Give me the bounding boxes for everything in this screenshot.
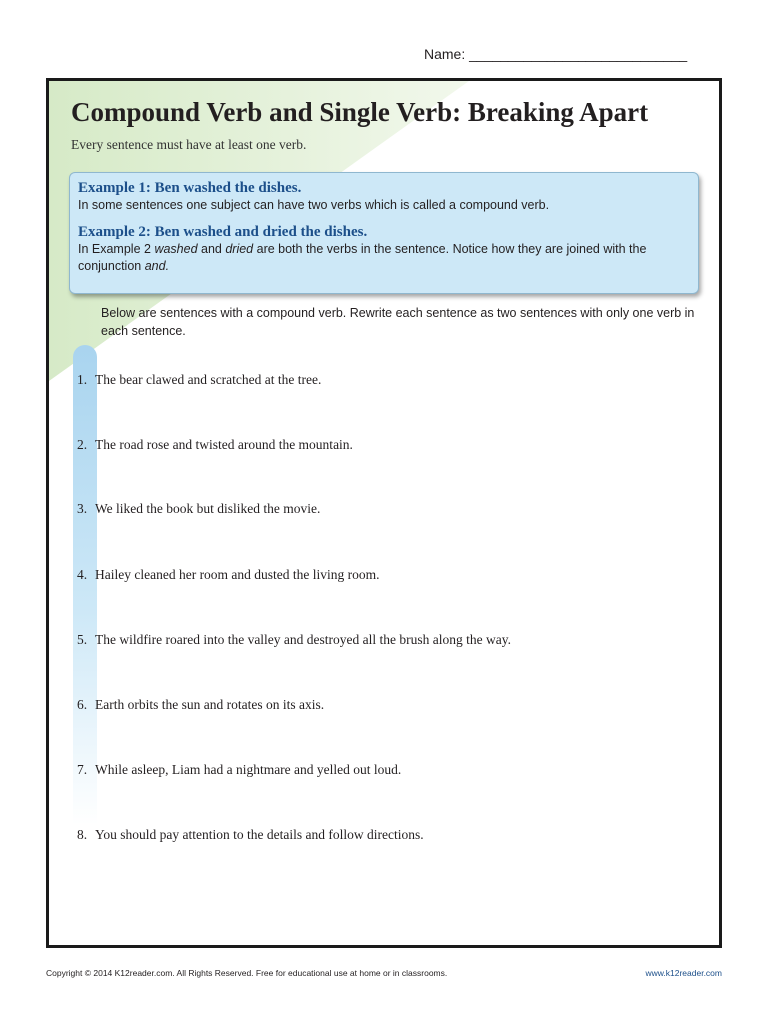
example-2-heading: Example 2: Ben washed and dried the dishes. — [78, 224, 368, 240]
item-text: Earth orbits the sun and rotates on its axis. — [95, 697, 325, 712]
example-1-heading: Example 1: Ben washed the dishes. — [78, 180, 302, 196]
item-text: The road rose and twisted around the mountain. — [95, 437, 353, 452]
example-2-text: In Example 2 washed and dried are both the verbs in the sentence. Notice how they are joined with the conjunction and. — [78, 242, 647, 273]
item-number: 1. — [77, 372, 88, 387]
worksheet-frame — [46, 78, 722, 948]
list-item — [77, 567, 380, 583]
list-item — [77, 501, 320, 517]
emphasis-dried: dried — [225, 242, 254, 256]
item-text: While asleep, Liam had a nightmare and yelled out loud. — [95, 762, 402, 777]
instructions: Below are sentences with a compound verb. Rewrite each sentence as two sentences with only one verb in each sentence. — [101, 306, 695, 338]
list-item — [77, 437, 353, 453]
item-text: The bear clawed and scratched at the tree. — [95, 372, 322, 387]
page-subtitle: Every sentence must have at least one verb. — [71, 137, 307, 152]
item-text: You should pay attention to the details and follow directions. — [95, 827, 424, 842]
list-item — [77, 632, 511, 648]
list-item — [77, 762, 401, 778]
item-text: The wildfire roared into the valley and destroyed all the brush along the way. — [95, 632, 511, 647]
copyright-text: Copyright © 2014 K12reader.com. All Rights Reserved. Free for educational use at home or in classrooms. — [46, 968, 448, 978]
example-1-text: In some sentences one subject can have two verbs which is called a compound verb. — [78, 198, 550, 212]
examples-box — [69, 172, 699, 294]
item-text: Hailey cleaned her room and dusted the living room. — [95, 567, 380, 582]
item-number: 6. — [77, 697, 88, 712]
item-number: 8. — [77, 827, 88, 842]
item-number: 3. — [77, 501, 88, 516]
item-number: 2. — [77, 437, 88, 452]
name-label: Name: — [424, 46, 470, 62]
decorative-ribbon — [73, 345, 97, 825]
page-title: Compound Verb and Single Verb: Breaking Apart — [71, 97, 649, 127]
list-item — [77, 697, 324, 713]
item-number: 4. — [77, 567, 88, 582]
item-number: 7. — [77, 762, 88, 777]
emphasis-washed: washed — [154, 242, 198, 256]
name-blank[interactable]: ____________________________ — [469, 46, 688, 62]
website-link[interactable]: www.k12reader.com — [645, 968, 722, 978]
item-number: 5. — [77, 632, 88, 647]
name-field[interactable] — [424, 46, 687, 62]
list-item — [77, 827, 424, 843]
list-item — [77, 372, 321, 388]
item-text: We liked the book but disliked the movie. — [95, 501, 321, 516]
emphasis-and: and. — [144, 259, 170, 273]
